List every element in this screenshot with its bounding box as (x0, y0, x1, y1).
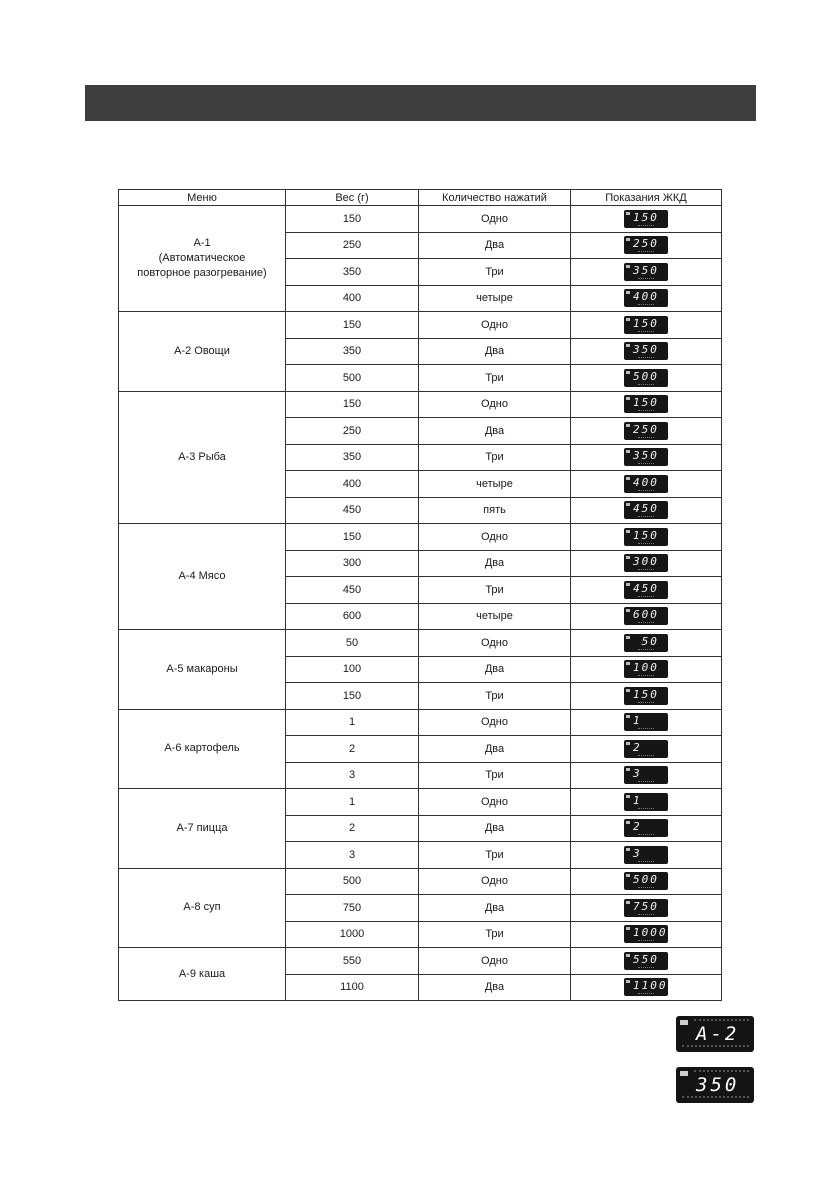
lcd-display (624, 872, 668, 890)
lcd-cell (571, 206, 722, 233)
lcd-indicator-icon (680, 1071, 688, 1076)
lcd-indicator-icon (626, 238, 630, 241)
lcd-indicator-icon (626, 689, 630, 692)
lcd-indicator-icon (626, 821, 630, 824)
lcd-wrap (624, 501, 668, 519)
presses-cell: Одно (419, 524, 571, 551)
lcd-display (624, 952, 668, 970)
lcd-display (624, 316, 668, 334)
weight-cell: 350 (286, 259, 419, 286)
lcd-digits: 350 (633, 449, 659, 463)
header-presses: Количество нажатий (419, 190, 571, 206)
weight-cell: 50 (286, 630, 419, 657)
table-header-row (119, 190, 722, 206)
lcd-indicator-icon (626, 397, 630, 400)
lcd-display (624, 634, 668, 652)
lcd-digits: 450 (633, 581, 659, 595)
lcd-cell (571, 948, 722, 975)
presses-cell: Одно (419, 391, 571, 418)
lcd-digits: 600 (633, 608, 659, 622)
lcd-cell (571, 974, 722, 1001)
lcd-indicator-icon (626, 450, 630, 453)
lcd-dots (638, 384, 654, 386)
weight-cell: 400 (286, 471, 419, 498)
lcd-indicator-icon (626, 980, 630, 983)
lcd-display (624, 978, 668, 996)
lcd-cell (571, 842, 722, 869)
weight-cell: 450 (286, 577, 419, 604)
lcd-digits: 350 (633, 263, 659, 277)
menu-name-cell: А-5 макароны (119, 630, 286, 710)
weight-cell: 2 (286, 815, 419, 842)
weight-cell: 150 (286, 312, 419, 339)
lcd-wrap (624, 740, 668, 758)
lcd-display (624, 607, 668, 625)
lcd-indicator-icon (626, 954, 630, 957)
lcd-wrap (624, 766, 668, 784)
lcd-wrap (624, 554, 668, 572)
lcd-dots (638, 225, 654, 227)
lcd-indicator-icon (626, 556, 630, 559)
lcd-display (624, 554, 668, 572)
lcd-display (624, 289, 668, 307)
lcd-indicator-icon (680, 1020, 688, 1025)
lcd-indicator-icon (626, 927, 630, 930)
lcd-digits: 450 (633, 502, 659, 516)
lcd-wrap (624, 263, 668, 281)
lcd-dots (638, 622, 654, 624)
lcd-wrap (624, 422, 668, 440)
lcd-cell (571, 815, 722, 842)
lcd-display (624, 369, 668, 387)
lcd-wrap (624, 793, 668, 811)
lcd-cell (571, 497, 722, 524)
lcd-dots (638, 516, 654, 518)
presses-cell: Два (419, 656, 571, 683)
weight-cell: 300 (286, 550, 419, 577)
lcd-indicator-icon (626, 212, 630, 215)
table-row (119, 709, 722, 736)
lcd-digits: 1 (633, 793, 642, 807)
lcd-wrap (624, 289, 668, 307)
lcd-display (624, 395, 668, 413)
lcd-display (624, 422, 668, 440)
lcd-cell (571, 471, 722, 498)
presses-cell: Одно (419, 709, 571, 736)
lcd-dots (638, 304, 654, 306)
lcd-dots (638, 702, 654, 704)
lcd-digits: 500 (633, 369, 659, 383)
lcd-dots (638, 437, 654, 439)
lcd-digits: 550 (633, 952, 659, 966)
lcd-wrap (624, 660, 668, 678)
weight-cell: 750 (286, 895, 419, 922)
presses-cell: Два (419, 736, 571, 763)
lcd-display (624, 925, 668, 943)
weight-cell: 150 (286, 206, 419, 233)
header-lcd: Показания ЖКД (571, 190, 722, 206)
presses-cell: Три (419, 842, 571, 869)
lcd-display (624, 793, 668, 811)
lcd-display (624, 713, 668, 731)
lcd-dots (638, 596, 654, 598)
table-row (119, 391, 722, 418)
lcd-display (624, 342, 668, 360)
weight-cell: 2 (286, 736, 419, 763)
lcd-dots (638, 490, 654, 492)
lcd-display (624, 846, 668, 864)
lcd-display (624, 263, 668, 281)
lcd-cell (571, 789, 722, 816)
lcd-wrap (624, 236, 668, 254)
presses-cell: Одно (419, 312, 571, 339)
weight-cell: 1 (286, 709, 419, 736)
lcd-display (624, 528, 668, 546)
lcd-dots (638, 728, 654, 730)
presses-cell: пять (419, 497, 571, 524)
lcd-wrap (624, 925, 668, 943)
menu-name-cell: А-3 Рыба (119, 391, 286, 524)
weight-cell: 600 (286, 603, 419, 630)
menu-name-cell: А-4 Мясо (119, 524, 286, 630)
presses-cell: Три (419, 762, 571, 789)
lcd-wrap (624, 687, 668, 705)
lcd-digits: 150 (633, 528, 659, 542)
lcd-indicator-icon (626, 477, 630, 480)
lcd-cell (571, 338, 722, 365)
lcd-indicator-icon (626, 715, 630, 718)
presses-cell: Одно (419, 948, 571, 975)
lcd-cell (571, 418, 722, 445)
lcd-indicator-icon (626, 795, 630, 798)
lcd-cell (571, 921, 722, 948)
lcd-dots (638, 861, 654, 863)
weight-cell: 100 (286, 656, 419, 683)
lcd-wrap (624, 899, 668, 917)
lcd-dots (638, 357, 654, 359)
lcd-dots (638, 251, 654, 253)
lcd-cell (571, 550, 722, 577)
lcd-wrap (624, 342, 668, 360)
weight-cell: 1000 (286, 921, 419, 948)
lcd-indicator-icon (626, 609, 630, 612)
lcd-cell (571, 683, 722, 710)
lcd-dots (638, 834, 654, 836)
lcd-bottom-indicators (682, 1096, 749, 1100)
lcd-display (624, 501, 668, 519)
weight-cell: 450 (286, 497, 419, 524)
lcd-indicator-icon (626, 291, 630, 294)
lcd-cell (571, 259, 722, 286)
weight-cell: 500 (286, 868, 419, 895)
lcd-display (624, 819, 668, 837)
presses-cell: Три (419, 683, 571, 710)
lcd-cell (571, 762, 722, 789)
weight-cell: 500 (286, 365, 419, 392)
lcd-cell (571, 232, 722, 259)
menu-name-cell: А-7 пицца (119, 789, 286, 869)
weight-cell: 1100 (286, 974, 419, 1001)
lcd-dots (638, 755, 654, 757)
weight-cell: 550 (286, 948, 419, 975)
table-row (119, 948, 722, 975)
weight-cell: 400 (286, 285, 419, 312)
lcd-wrap (624, 713, 668, 731)
lcd-indicator-icon (626, 503, 630, 506)
lcd-indicator-icon (626, 874, 630, 877)
lcd-digits: 250 (633, 237, 659, 251)
lcd-digits: 3 (633, 846, 642, 860)
lcd-display (624, 740, 668, 758)
lcd-display (624, 660, 668, 678)
presses-cell: Три (419, 577, 571, 604)
lcd-dots (638, 781, 654, 783)
presses-cell: Одно (419, 630, 571, 657)
lcd-wrap (624, 475, 668, 493)
lcd-indicator-icon (626, 848, 630, 851)
lcd-wrap (624, 872, 668, 890)
lcd-digits: 300 (633, 555, 659, 569)
presses-cell: Два (419, 550, 571, 577)
lcd-digits: 150 (633, 687, 659, 701)
lcd-digits: 400 (633, 475, 659, 489)
weight-cell: 250 (286, 232, 419, 259)
lcd-cell (571, 285, 722, 312)
lcd-digits: A-2 (696, 1023, 740, 1045)
lcd-wrap (624, 952, 668, 970)
header-menu: Меню (119, 190, 286, 206)
lcd-indicator-icon (626, 768, 630, 771)
lcd-display (624, 899, 668, 917)
table-row (119, 524, 722, 551)
lcd-digits: 500 (633, 873, 659, 887)
presses-cell: Два (419, 815, 571, 842)
lcd-dots (638, 675, 654, 677)
lcd-indicator-icon (626, 371, 630, 374)
lcd-digits: 1000 (633, 926, 668, 940)
presses-cell: Два (419, 895, 571, 922)
lcd-indicator-icon (626, 424, 630, 427)
lcd-wrap (624, 448, 668, 466)
lcd-indicator-icon (626, 344, 630, 347)
lcd-digits: 1 (633, 714, 642, 728)
lcd-cell (571, 577, 722, 604)
menu-name-cell: А-8 суп (119, 868, 286, 948)
lcd-indicator-icon (626, 636, 630, 639)
lcd-digits: 100 (633, 661, 659, 675)
lcd-wrap (624, 846, 668, 864)
table-row (119, 206, 722, 233)
presses-cell: Три (419, 444, 571, 471)
lcd-cell (571, 312, 722, 339)
lcd-digits: 50 (633, 634, 659, 648)
lcd-cell (571, 895, 722, 922)
weight-cell: 350 (286, 444, 419, 471)
lcd-display (624, 687, 668, 705)
presses-cell: Два (419, 418, 571, 445)
lcd-digits: 3 (633, 767, 642, 781)
lcd-indicator-icon (626, 530, 630, 533)
lcd-digits: 150 (633, 316, 659, 330)
lcd-cell (571, 391, 722, 418)
weight-cell: 250 (286, 418, 419, 445)
presses-cell: Три (419, 365, 571, 392)
lcd-wrap (624, 316, 668, 334)
lcd-cell (571, 365, 722, 392)
presses-cell: четыре (419, 471, 571, 498)
lcd-digits: 2 (633, 820, 642, 834)
lcd-cell (571, 736, 722, 763)
lcd-dots (638, 410, 654, 412)
presses-cell: Одно (419, 206, 571, 233)
lcd-dots (638, 278, 654, 280)
menu-name-cell: А-2 Овощи (119, 312, 286, 392)
lcd-wrap (624, 819, 668, 837)
presses-cell: Два (419, 974, 571, 1001)
lcd-cell (571, 709, 722, 736)
presses-cell: четыре (419, 603, 571, 630)
presses-cell: четыре (419, 285, 571, 312)
weight-cell: 150 (286, 524, 419, 551)
weight-cell: 3 (286, 842, 419, 869)
lcd-wrap (624, 581, 668, 599)
header-weight: Вес (г) (286, 190, 419, 206)
lcd-indicator-icon (626, 583, 630, 586)
lcd-cell (571, 524, 722, 551)
lcd-display (624, 766, 668, 784)
header-bar (85, 85, 756, 121)
lcd-dots (638, 993, 654, 995)
lcd-cell (571, 444, 722, 471)
lcd-indicator-icon (626, 901, 630, 904)
lcd-dots (638, 569, 654, 571)
weight-cell: 350 (286, 338, 419, 365)
lcd-display-example-1 (676, 1016, 754, 1052)
lcd-dots (638, 808, 654, 810)
lcd-digits: 150 (633, 396, 659, 410)
lcd-dots (638, 543, 654, 545)
lcd-digits: 2 (633, 740, 642, 754)
lcd-dots (638, 940, 654, 942)
menu-name-cell: А-9 каша (119, 948, 286, 1001)
lcd-indicator-icon (626, 662, 630, 665)
lcd-display (624, 236, 668, 254)
lcd-dots (638, 914, 654, 916)
lcd-dots (638, 967, 654, 969)
lcd-digits: 1100 (633, 979, 668, 993)
presses-cell: Одно (419, 868, 571, 895)
lcd-digits: 400 (633, 290, 659, 304)
lcd-display-example-2 (676, 1067, 754, 1103)
presses-cell: Два (419, 232, 571, 259)
lcd-wrap (624, 607, 668, 625)
table-body (119, 206, 722, 1001)
lcd-cell (571, 603, 722, 630)
lcd-cell (571, 868, 722, 895)
lcd-cell (571, 656, 722, 683)
lcd-digits: 350 (696, 1074, 740, 1096)
weight-cell: 1 (286, 789, 419, 816)
lcd-wrap (624, 369, 668, 387)
lcd-display (624, 448, 668, 466)
lcd-digits: 750 (633, 899, 659, 913)
table-row (119, 789, 722, 816)
weight-cell: 150 (286, 683, 419, 710)
presses-cell: Три (419, 921, 571, 948)
table-row (119, 630, 722, 657)
lcd-digits: 350 (633, 343, 659, 357)
table-row (119, 312, 722, 339)
lcd-display (624, 581, 668, 599)
menu-name-cell: А-1 (Автоматическое повторное разогревание) (119, 206, 286, 312)
lcd-cell (571, 630, 722, 657)
table-row (119, 868, 722, 895)
weight-cell: 150 (286, 391, 419, 418)
presses-cell: Два (419, 338, 571, 365)
lcd-indicator-icon (626, 742, 630, 745)
presses-cell: Одно (419, 789, 571, 816)
lcd-indicator-icon (626, 318, 630, 321)
lcd-dots (638, 887, 654, 889)
lcd-digits: 150 (633, 210, 659, 224)
lcd-wrap (624, 210, 668, 228)
weight-cell: 3 (286, 762, 419, 789)
presses-cell: Три (419, 259, 571, 286)
lcd-wrap (624, 528, 668, 546)
lcd-bottom-indicators (682, 1045, 749, 1049)
lcd-wrap (624, 978, 668, 996)
lcd-display (624, 210, 668, 228)
lcd-wrap (624, 395, 668, 413)
lcd-dots (638, 331, 654, 333)
lcd-dots (638, 649, 654, 651)
menu-name-cell: А-6 картофель (119, 709, 286, 789)
lcd-indicator-icon (626, 265, 630, 268)
lcd-display (624, 475, 668, 493)
auto-menu-table (118, 189, 722, 1001)
lcd-digits: 250 (633, 422, 659, 436)
lcd-wrap (624, 634, 668, 652)
lcd-dots (638, 463, 654, 465)
